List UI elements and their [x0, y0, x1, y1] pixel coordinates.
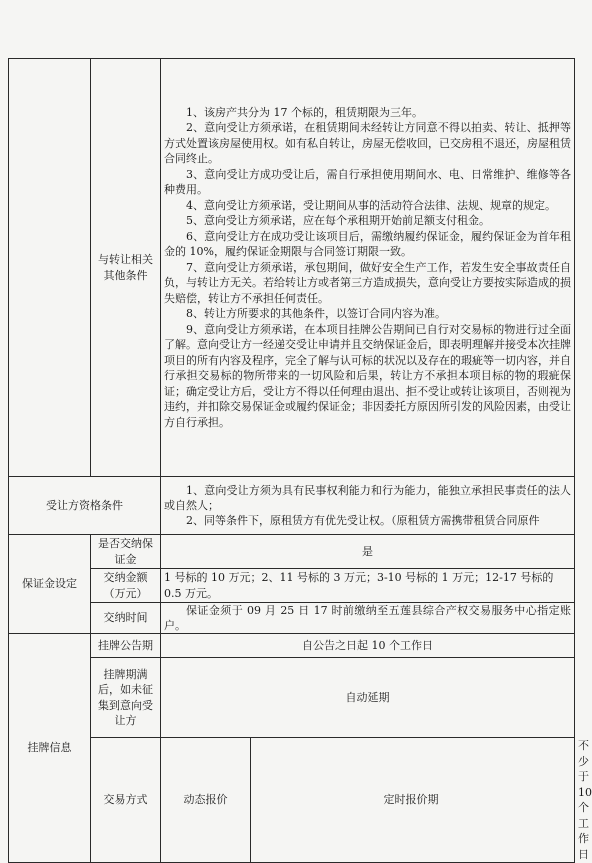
deposit-amount-row — [9, 569, 575, 603]
deposit-time-row — [9, 603, 575, 634]
qualification-item-2: 2、同等条件下，原租赁方有优先受让权。（原租赁方需携带租赁合同原件 — [186, 514, 540, 527]
qualification-content — [161, 477, 575, 535]
listing-period-label: 挂牌公告期 — [91, 634, 161, 658]
timed-quote-label-text: 定时报价期 — [383, 793, 439, 807]
deposit-time-label: 交纳时间 — [91, 603, 161, 634]
deposit-amount-label: 交纳金额（万元） — [91, 569, 161, 603]
listing-expiry-value: 自动延期 — [161, 658, 575, 738]
qualification-label: 受让方资格条件 — [9, 477, 161, 535]
condition-item-7: 7、意向受让方须承诺，承包期间，做好安全生产工作，若发生安全事故责任自负，与转让方无关。若给转让方或者第三方造成损失，意向受让方要按实际造成的损失赔偿，转让方不承担任何责任。 — [164, 260, 571, 305]
deposit-time-text: 保证金须于 09 月 25 日 17 时前缴纳至五莲县综合产权交易服务中心指定账户。 — [164, 604, 571, 632]
deposit-label: 保证金设定 — [9, 535, 91, 634]
listing-expiry-label: 挂牌期满后，如未征集到意向受让方 — [91, 658, 161, 738]
qualification-row — [9, 477, 575, 535]
listing-period-row — [9, 634, 575, 658]
trade-method-row: 交易方式 动态报价 定时报价期 不少于 10 个工作日 — [9, 738, 575, 863]
transfer-conditions-row — [9, 59, 575, 477]
condition-item-4: 4、意向受让方须承诺，受让期间从事的活动符合法律、法规、规章的规定。 — [186, 198, 556, 212]
trade-method-value: 动态报价 — [161, 738, 251, 863]
condition-item-2: 2、意向受让方须承诺，在租赁期间未经转让方同意不得以拍卖、转让、抵押等方式处置该房屋使用权。如有私自转让，房屋无偿收回，已交房租不退还，房屋租赁合同终止。 — [164, 121, 571, 166]
deposit-required-row — [9, 535, 575, 569]
deposit-required-label: 是否交纳保证金 — [91, 535, 161, 569]
timed-quote-label — [251, 738, 575, 863]
condition-item-3: 3、意向受让方成功受让后，需自行承担使用期间水、电、日常维护、维修等各种费用。 — [164, 167, 571, 197]
condition-item-1: 1、该房产共分为 17 个标的，租赁期限为三年。 — [186, 105, 423, 119]
condition-item-9: 9、意向受让方须承诺，在本项目挂牌公告期间已自行对交易标的物进行过全面了解。意向受让方一经递交受让申请并且交纳保证金后，即表明理解并接受本次挂牌项目的所有内容及程序，完全了解与认可标的状况以及存在的瑕疵等一切内容，并自行承担交易标的物所带来的一切风险和后果，转让方不承担本项目标的物的瑕疵保证；确定受让方后，受让方不得以任何理由退出、拒不受让或转让该项目，否则视为违约，并扣除交易保证金或履约保证金；非因委托方原因所引发的风险因素，由受让方自行承担。 — [164, 322, 571, 429]
listing-label: 挂牌信息 — [9, 634, 91, 863]
deposit-amount-value: 1 号标的 10 万元；2、11 号标的 3 万元；3-10 号标的 1 万元；12-17 号标的 0.5 万元。 — [161, 569, 575, 603]
trade-method-label: 交易方式 — [91, 738, 161, 863]
condition-item-6: 6、意向受让方在成功受让该项目后，需缴纳履约保证金，履约保证金为首年租金的 10%，履约保证金期限与合同签订期限一致。 — [164, 229, 571, 259]
qualification-item-1: 1、意向受让方须为具有民事权利能力和行为能力，能独立承担民事责任的法人或自然人； — [164, 484, 571, 512]
transfer-conditions-content — [161, 59, 575, 477]
transfer-conditions-table — [8, 58, 592, 863]
deposit-time-value — [161, 603, 575, 634]
listing-period-value: 自公告之日起 10 个工作日 — [161, 634, 575, 658]
condition-item-8: 8、转让方所要求的其他条件，以签订合同内容为准。 — [186, 307, 446, 321]
condition-item-5: 5、意向受让方须承诺，应在每个承租期开始前足额支付租金。 — [186, 214, 490, 228]
listing-expiry-row — [9, 658, 575, 738]
deposit-required-value: 是 — [161, 535, 575, 569]
transfer-conditions-label: 与转让相关其他条件 — [91, 59, 161, 477]
blank-cell — [9, 59, 91, 477]
